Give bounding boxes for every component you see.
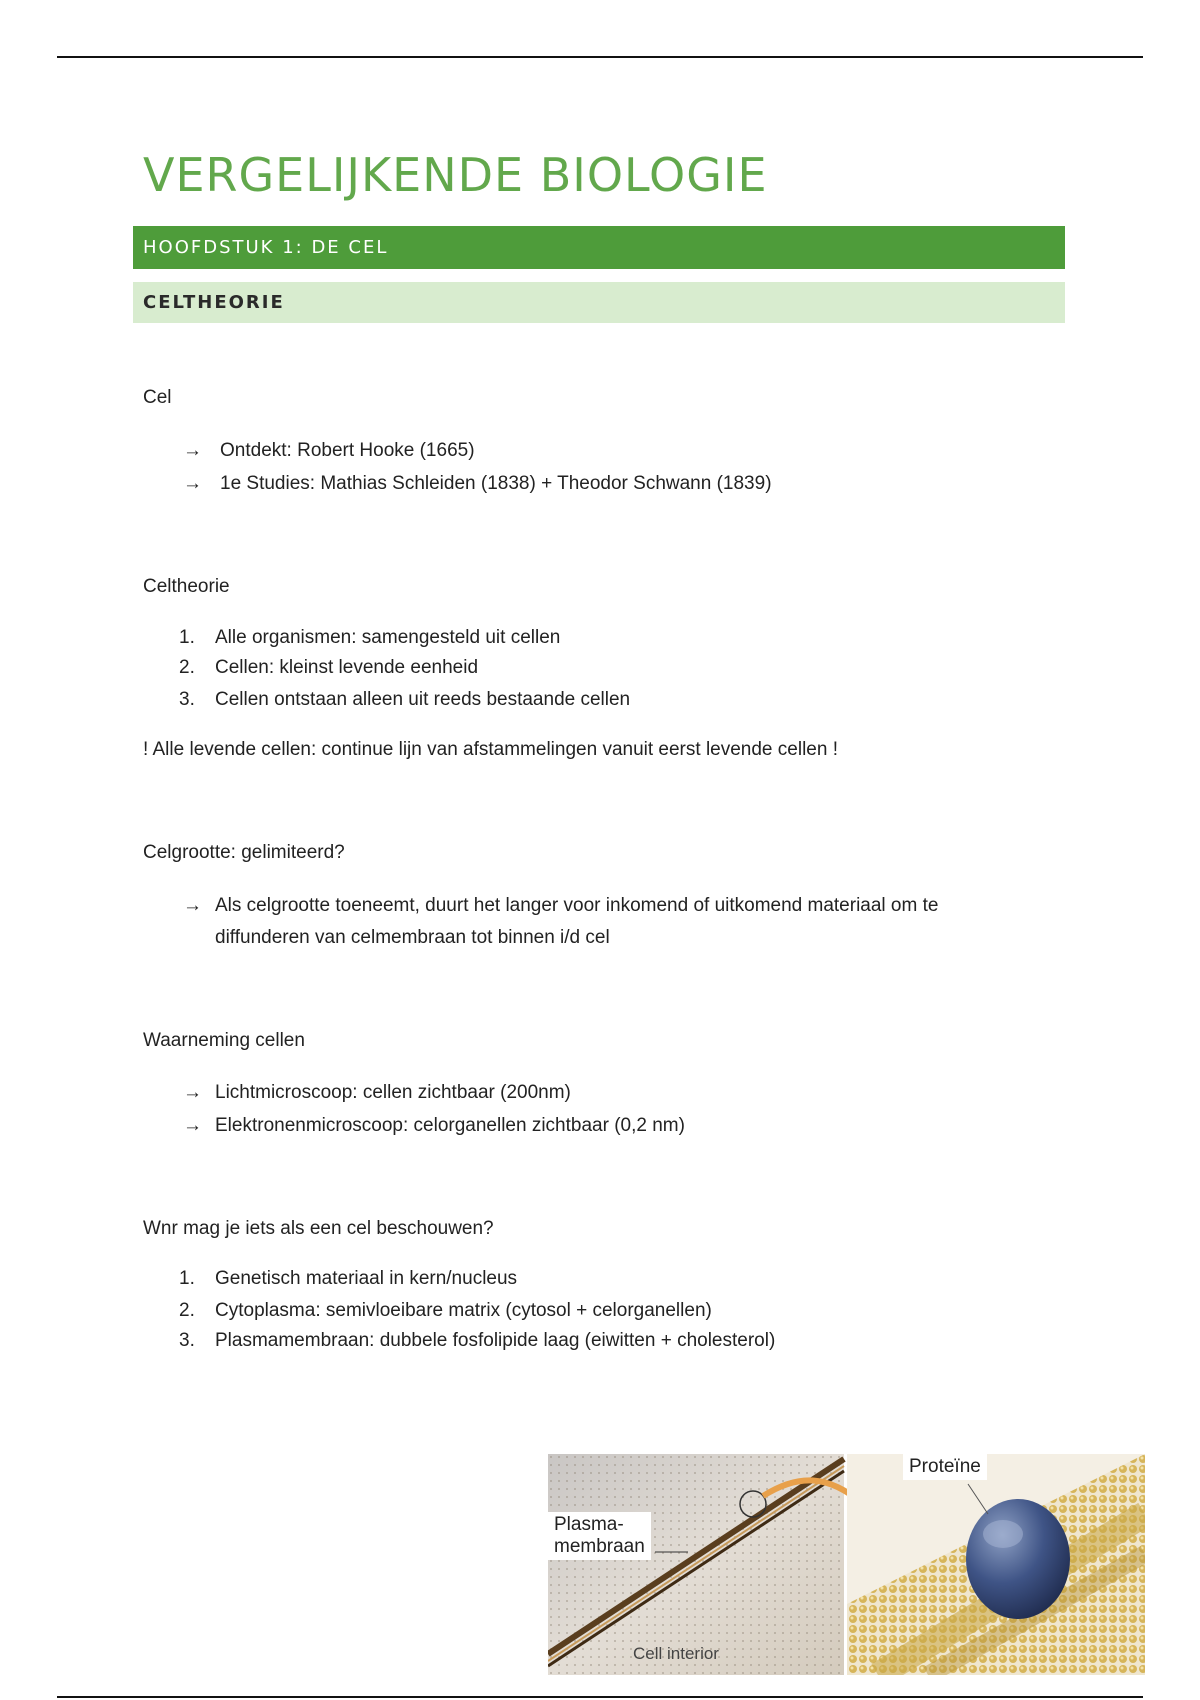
membrane-label <box>548 1512 651 1560</box>
list-number: 3. <box>179 689 195 710</box>
list-number: 1. <box>179 1268 195 1289</box>
bottom-rule <box>57 1696 1143 1698</box>
cel-item-2: 1e Studies: Mathias Schleiden (1838) + Theodor Schwann (1839) <box>220 473 772 494</box>
list-number: 3. <box>179 1330 195 1351</box>
top-rule <box>57 56 1143 58</box>
membrane-label-line-1: Plasma- <box>554 1514 624 1535</box>
celgrootte-label: Celgrootte: gelimiteerd? <box>143 842 345 863</box>
membrane-illustration <box>548 1454 1145 1675</box>
waarneming-item-2: Elektronenmicroscoop: celorganellen zichtbaar (0,2 nm) <box>215 1115 685 1136</box>
cell-interior-label: Cell interior <box>633 1644 719 1663</box>
arrow-icon: → <box>183 440 202 461</box>
celgrootte-line-2: diffunderen van celmembraan tot binnen i/d cel <box>215 927 610 948</box>
celtheorie-item-1: Alle organismen: samengesteld uit cellen <box>215 627 561 648</box>
list-number: 2. <box>179 657 195 678</box>
wnr-item-1: Genetisch materiaal in kern/nucleus <box>215 1268 518 1289</box>
wnr-item-2: Cytoplasma: semivloeibare matrix (cytosol + celorganellen) <box>215 1300 712 1321</box>
arrow-icon: → <box>183 1082 202 1103</box>
celgrootte-line-1: Als celgrootte toeneemt, duurt het langer voor inkomend of uitkomend materiaal om te <box>215 895 939 916</box>
list-number: 1. <box>179 627 195 648</box>
membrane-label-line-2: membraan <box>554 1536 645 1557</box>
arrow-icon: → <box>183 473 202 494</box>
celtheorie-note: ! Alle levende cellen: continue lijn van afstammelingen vanuit eerst levende cellen ! <box>143 739 838 760</box>
waarneming-label: Waarneming cellen <box>143 1030 305 1051</box>
waarneming-item-1: Lichtmicroscoop: cellen zichtbaar (200nm) <box>215 1082 571 1103</box>
document-title: VERGELIJKENDE BIOLOGIE <box>143 148 768 202</box>
protein-label: Proteïne <box>903 1454 987 1480</box>
wnr-item-3: Plasmamembraan: dubbele fosfolipide laag (eiwitten + cholesterol) <box>215 1330 776 1351</box>
chapter-heading: HOOFDSTUK 1: DE CEL <box>133 226 1065 269</box>
arrow-icon: → <box>183 1115 202 1136</box>
wnr-label: Wnr mag je iets als een cel beschouwen? <box>143 1218 494 1239</box>
celtheorie-item-3: Cellen ontstaan alleen uit reeds bestaande cellen <box>215 689 631 710</box>
celtheorie-item-2: Cellen: kleinst levende eenheid <box>215 657 479 678</box>
section-heading: CELTHEORIE <box>133 282 1065 323</box>
cel-label: Cel <box>143 387 172 408</box>
arrow-icon: → <box>183 895 202 916</box>
plasma-membrane-figure <box>548 1454 1145 1675</box>
list-number: 2. <box>179 1300 195 1321</box>
celtheorie-label: Celtheorie <box>143 576 230 597</box>
cel-item-1: Ontdekt: Robert Hooke (1665) <box>220 440 475 461</box>
